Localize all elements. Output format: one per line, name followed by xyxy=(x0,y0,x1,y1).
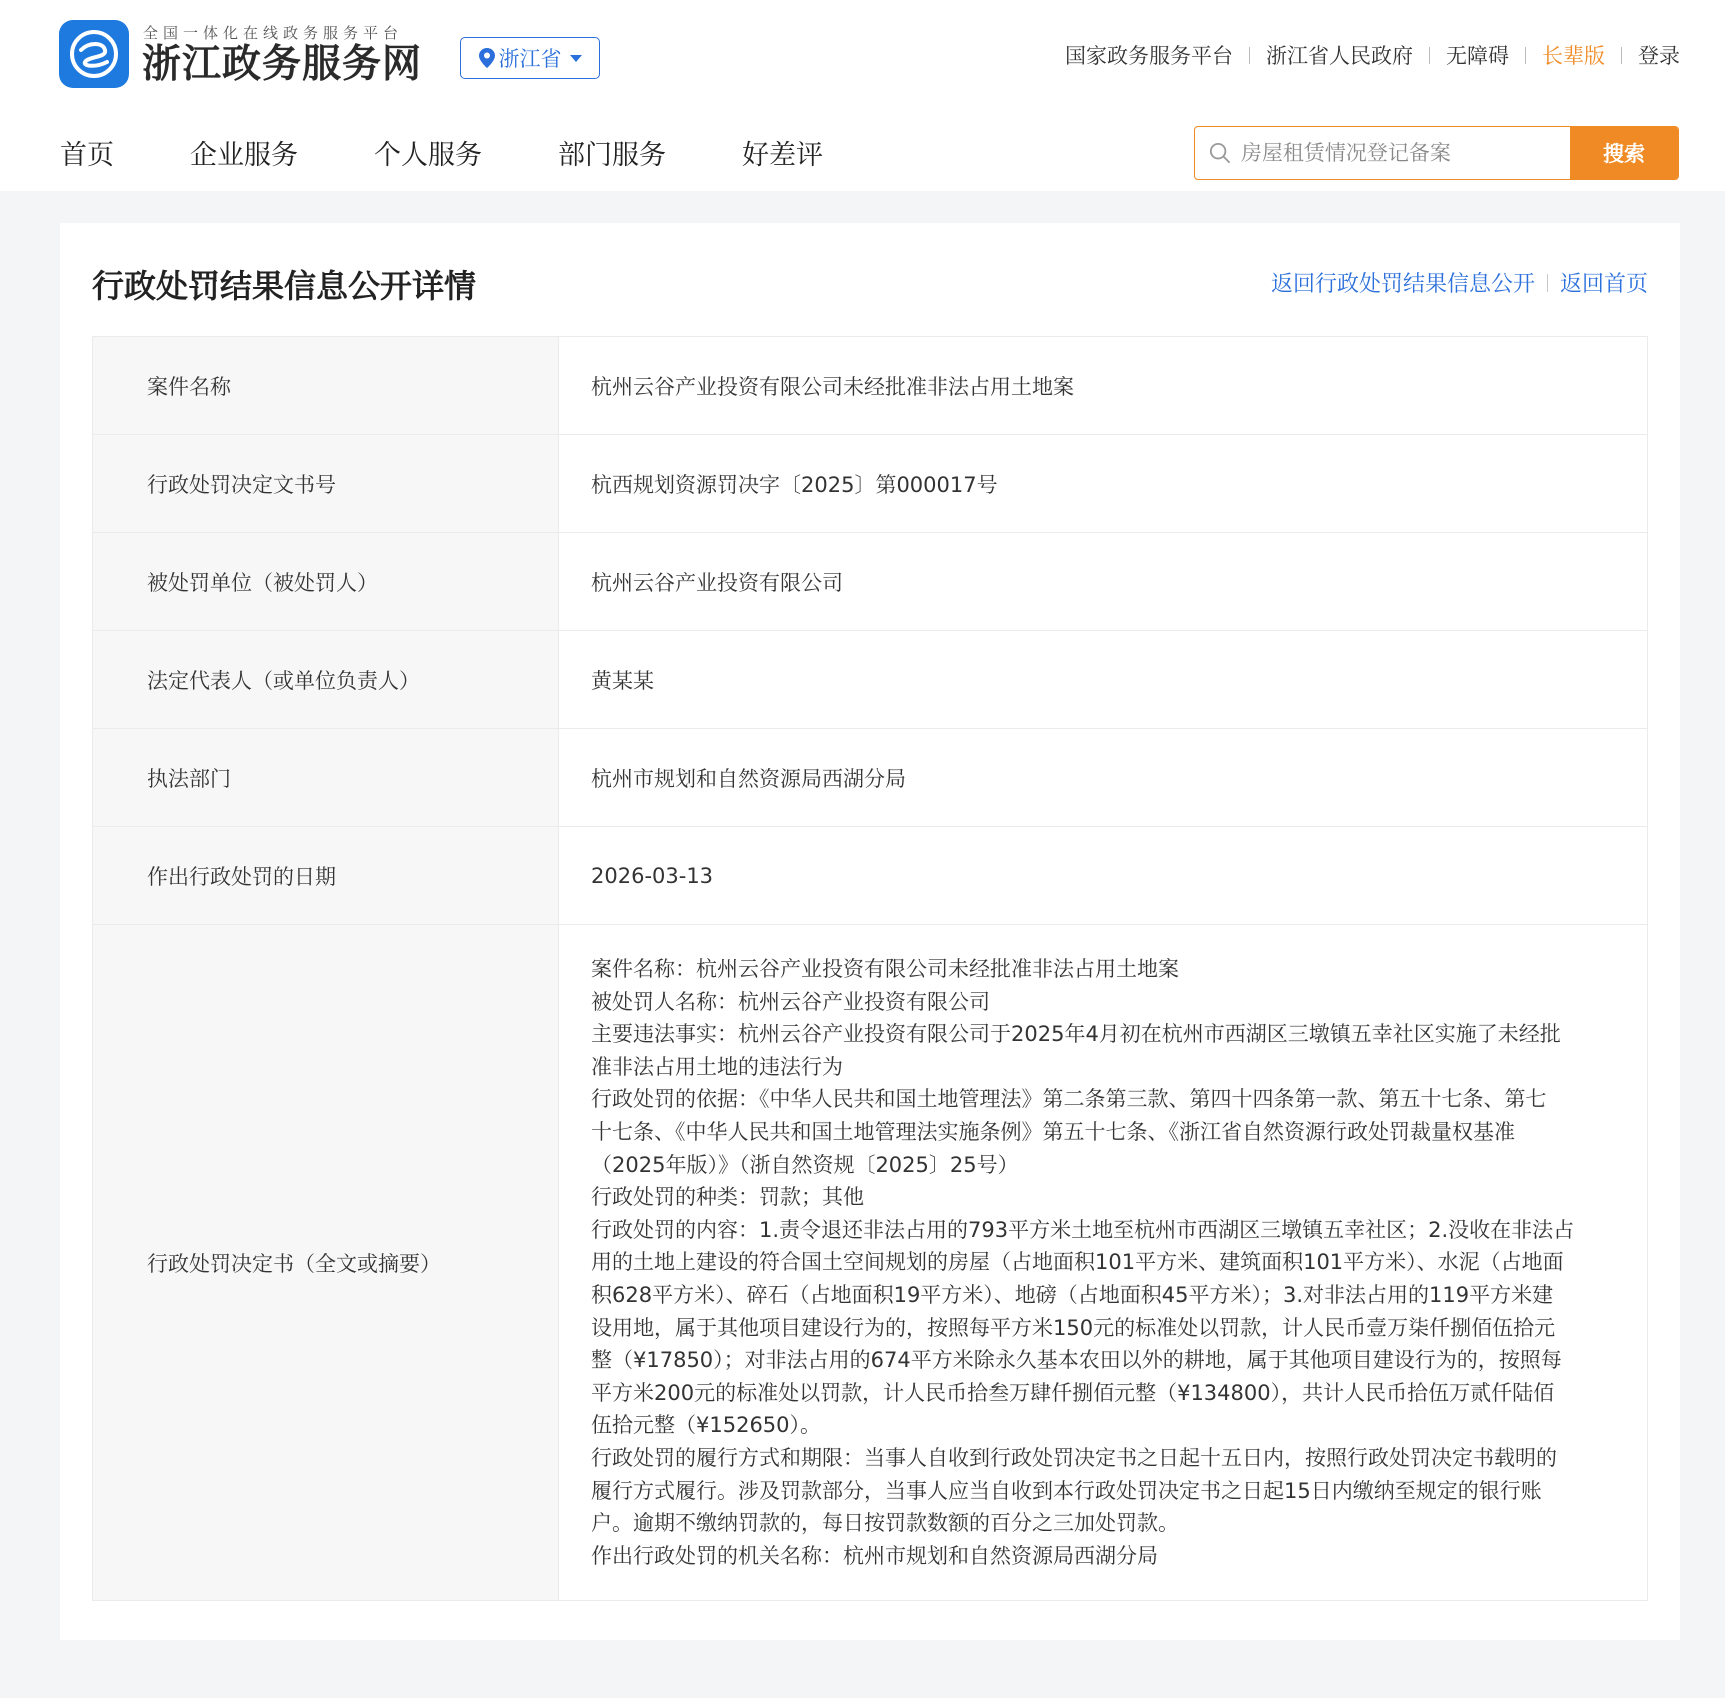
row-label: 行政处罚决定文书号 xyxy=(93,435,559,533)
top-links xyxy=(1065,40,1680,70)
zhejiang-gov-logo-icon[interactable] xyxy=(59,20,129,88)
table-row xyxy=(93,729,1648,827)
row-label: 案件名称 xyxy=(93,337,559,435)
decision-line: 行政处罚的种类：罚款；其他 xyxy=(591,1185,864,1210)
row-label: 执法部门 xyxy=(93,729,559,827)
row-value: 杭州市规划和自然资源局西湖分局 xyxy=(559,729,1648,827)
decision-line: 户。逾期不缴纳罚款的，每日按罚款数额的百分之三加处罚款。 xyxy=(591,1511,1179,1536)
back-home-link[interactable]: 返回首页 xyxy=(1559,272,1648,297)
card-links xyxy=(1271,267,1648,298)
search-icon xyxy=(1209,141,1231,165)
row-label: 被处罚单位（被处罚人） xyxy=(93,533,559,631)
decision-line: （2025年版）》（浙自然资规〔2025〕25号） xyxy=(591,1152,1019,1177)
decision-line: 行政处罚的依据：《中华人民共和国土地管理法》第二条第三款、第四十四条第一款、第五十七条、第七 xyxy=(591,1087,1547,1112)
row-value: 杭西规划资源罚决字〔2025〕第000017号 xyxy=(559,435,1648,533)
region-label: 浙江省 xyxy=(498,47,562,71)
row-value: 杭州云谷产业投资有限公司未经批准非法占用土地案 xyxy=(559,337,1648,435)
row-value: 黄某某 xyxy=(559,631,1648,729)
row-value: 杭州云谷产业投资有限公司 xyxy=(559,533,1648,631)
decision-line: 履行方式履行。涉及罚款部分，当事人应当自收到本行政处罚决定书之日起15日内缴纳至规定的银行账 xyxy=(591,1478,1542,1503)
search-button[interactable]: 搜索 xyxy=(1570,127,1678,179)
search-field xyxy=(1195,127,1570,179)
row-label: 行政处罚决定书（全文或摘要） xyxy=(93,925,559,1601)
decision-line: 十七条、《中华人民共和国土地管理法实施条例》第五十七条、《浙江省自然资源行政处罚裁量权基准 xyxy=(591,1119,1515,1144)
back-to-list-link[interactable]: 返回行政处罚结果信息公开 xyxy=(1270,272,1535,297)
decision-line: 整（¥17850）；对非法占用的674平方米除永久基本农田以外的耕地，属于其他项目建设行为的，按照每 xyxy=(591,1348,1562,1373)
row-value: 2026-03-13 xyxy=(559,827,1648,925)
link-province-gov[interactable]: 浙江省人民政府 xyxy=(1266,44,1413,68)
table-row-decision xyxy=(93,925,1648,1601)
decision-line: 行政处罚的履行方式和期限：当事人自收到行政处罚决定书之日起十五日内，按照行政处罚决定书载明的 xyxy=(591,1445,1557,1470)
decision-line: 积628平方米）、碎石（占地面积19平方米）、地磅（占地面积45平方米）；3.对非法占用的119平方米建 xyxy=(591,1282,1554,1307)
site-header xyxy=(0,0,1725,191)
row-label: 法定代表人（或单位负责人） xyxy=(93,631,559,729)
link-accessibility[interactable]: 无障碍 xyxy=(1446,44,1509,68)
platform-subtitle: 全国一体化在线政务服务平台 xyxy=(143,24,404,42)
login-link[interactable]: 登录 xyxy=(1638,44,1680,68)
table-row xyxy=(93,337,1648,435)
region-selector[interactable] xyxy=(460,37,600,79)
detail-table xyxy=(92,336,1648,1601)
main-nav xyxy=(60,133,899,172)
row-label: 作出行政处罚的日期 xyxy=(93,827,559,925)
decision-text xyxy=(559,925,1648,1601)
nav-item-personal[interactable]: 个人服务 xyxy=(374,140,482,171)
link-national-platform[interactable]: 国家政务服务平台 xyxy=(1065,44,1233,68)
divider xyxy=(1547,274,1548,292)
decision-line: 设用地，属于其他项目建设行为的，按照每平方米150元的标准处以罚款，计人民币壹万柒仟捌佰伍拾元 xyxy=(591,1315,1556,1340)
table-row xyxy=(93,533,1648,631)
table-row xyxy=(93,827,1648,925)
detail-card xyxy=(60,223,1680,1640)
decision-line: 准非法占用土地的违法行为 xyxy=(591,1054,843,1079)
nav-item-home[interactable]: 首页 xyxy=(60,140,114,171)
nav-item-enterprise[interactable]: 企业服务 xyxy=(190,140,298,171)
decision-line: 行政处罚的内容：1.责令退还非法占用的793平方米土地至杭州市西湖区三墩镇五幸社区；2.没收在非法占 xyxy=(591,1217,1575,1242)
search-input[interactable] xyxy=(1241,141,1570,165)
table-row xyxy=(93,435,1648,533)
decision-line: 平方米200元的标准处以罚款，计人民币拾叁万肆仟捌佰元整（¥134800），共计人民币拾伍万贰仟陆佰 xyxy=(591,1380,1555,1405)
decision-line: 作出行政处罚的机关名称：杭州市规划和自然资源局西湖分局 xyxy=(591,1543,1158,1568)
decision-line: 案件名称：杭州云谷产业投资有限公司未经批准非法占用土地案 xyxy=(591,957,1179,981)
divider xyxy=(1621,47,1622,64)
decision-line: 主要违法事实：杭州云谷产业投资有限公司于2025年4月初在杭州市西湖区三墩镇五幸社区实施了未经批 xyxy=(591,1022,1561,1047)
decision-line: 被处罚人名称：杭州云谷产业投资有限公司 xyxy=(591,989,990,1014)
decision-line: 伍拾元整（¥152650）。 xyxy=(591,1413,822,1438)
caret-down-icon xyxy=(570,55,582,62)
decision-line: 用的土地上建设的符合国土空间规划的房屋（占地面积101平方米、建筑面积101平方米）、水泥（占地面 xyxy=(591,1250,1564,1275)
search-bar xyxy=(1194,126,1679,180)
nav-item-rating[interactable]: 好差评 xyxy=(742,140,823,171)
table-row xyxy=(93,631,1648,729)
link-elder-version[interactable]: 长辈版 xyxy=(1542,44,1605,68)
location-pin-icon xyxy=(479,48,495,68)
page-title: 行政处罚结果信息公开详情 xyxy=(92,267,477,305)
divider xyxy=(1249,47,1250,64)
divider xyxy=(1429,47,1430,64)
nav-item-department[interactable]: 部门服务 xyxy=(558,140,666,171)
site-title[interactable]: 浙江政务服务网 xyxy=(142,42,423,87)
divider xyxy=(1525,47,1526,64)
